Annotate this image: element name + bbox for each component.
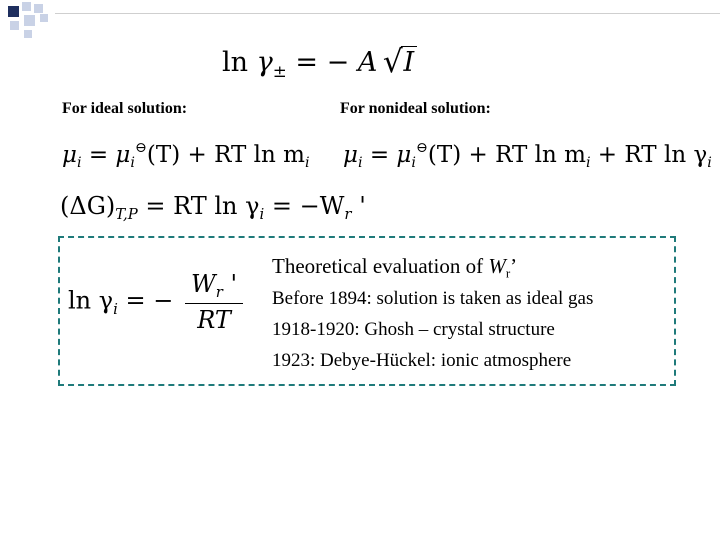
corner-decoration xyxy=(0,0,60,40)
equation-nonideal xyxy=(343,140,712,171)
eq-sub-r: r xyxy=(344,205,352,224)
equation-activity-coefficient xyxy=(68,270,247,334)
corner-square xyxy=(34,4,43,13)
evaluation-title-sub: r xyxy=(505,265,511,281)
corner-square xyxy=(8,6,19,17)
eq-sub-i: i xyxy=(707,154,712,171)
eq-sub-i: i xyxy=(357,154,363,171)
nonideal-solution-label: For nonideal solution: xyxy=(340,100,491,117)
eq-sub-i: i xyxy=(304,154,310,171)
eq-mu: μ xyxy=(62,141,77,168)
evaluation-title-text: Theoretical evaluation of xyxy=(272,254,489,278)
eq-rest: (T) + RT ln m xyxy=(427,141,586,168)
eq-pm: ± xyxy=(272,60,287,81)
eq-equals: = xyxy=(369,141,390,168)
eq-I: I xyxy=(403,47,415,78)
fraction-denominator xyxy=(197,304,231,334)
sqrt-symbol xyxy=(386,46,417,78)
corner-square xyxy=(24,15,35,26)
eq-delta-g: (ΔG) xyxy=(60,192,116,220)
eq-mu: μ xyxy=(343,141,358,168)
corner-square xyxy=(24,30,32,38)
eq-equals: = xyxy=(88,141,109,168)
corner-square xyxy=(10,21,19,30)
standard-state-symbol: ⊖ xyxy=(134,140,147,156)
eq-ln-gamma: ln γ xyxy=(68,286,114,315)
eq-equals: = − xyxy=(125,286,174,315)
eq-W: W xyxy=(191,270,216,298)
eq-mu: μ xyxy=(396,141,412,168)
eq-sub-i: i xyxy=(585,154,591,171)
evaluation-title xyxy=(272,254,517,282)
eq-prime: ' xyxy=(230,270,238,298)
fraction xyxy=(185,270,243,334)
eq-equals: = − xyxy=(295,47,350,78)
eq-sub-r: r xyxy=(215,283,223,302)
corner-square xyxy=(22,2,31,11)
eq-minus-w: = −W xyxy=(271,192,345,220)
evaluation-title-suffix: ’ xyxy=(510,254,518,278)
equation-ideal xyxy=(62,140,310,171)
eq-mu: μ xyxy=(115,141,131,168)
eq-sub-i: i xyxy=(113,299,118,318)
eq-ln: ln xyxy=(222,47,249,78)
corner-square xyxy=(40,14,48,22)
eq-rest-gamma: + RT ln γ xyxy=(590,141,708,168)
evaluation-line: 1923: Debye-Hückel: ionic atmosphere xyxy=(272,350,572,371)
eq-sub-i: i xyxy=(259,205,265,224)
top-rule xyxy=(55,13,720,14)
eq-A: A xyxy=(357,47,378,78)
ideal-solution-label: For ideal solution: xyxy=(62,100,188,117)
equation-limiting-law xyxy=(222,46,417,81)
eq-prime: ' xyxy=(359,192,366,220)
eq-sub-i: i xyxy=(130,154,135,171)
equation-gibbs xyxy=(60,192,366,223)
eq-gamma: γ xyxy=(256,47,273,78)
evaluation-line: 1918-1920: Ghosh – crystal structure xyxy=(272,319,555,340)
eq-sub-i: i xyxy=(76,154,82,171)
evaluation-title-W: W xyxy=(488,254,506,278)
eq-sub-i: i xyxy=(411,154,416,171)
fraction-numerator xyxy=(185,270,243,304)
eq-sub-tp: T,P xyxy=(115,205,138,224)
standard-state-symbol: ⊖ xyxy=(415,140,428,156)
eq-RT: RT xyxy=(197,306,231,335)
evaluation-line: Before 1894: solution is taken as ideal gas xyxy=(272,288,594,309)
eq-rest: (T) + RT ln m xyxy=(146,141,305,168)
eq-rt-ln-gamma: = RT ln γ xyxy=(145,192,260,220)
